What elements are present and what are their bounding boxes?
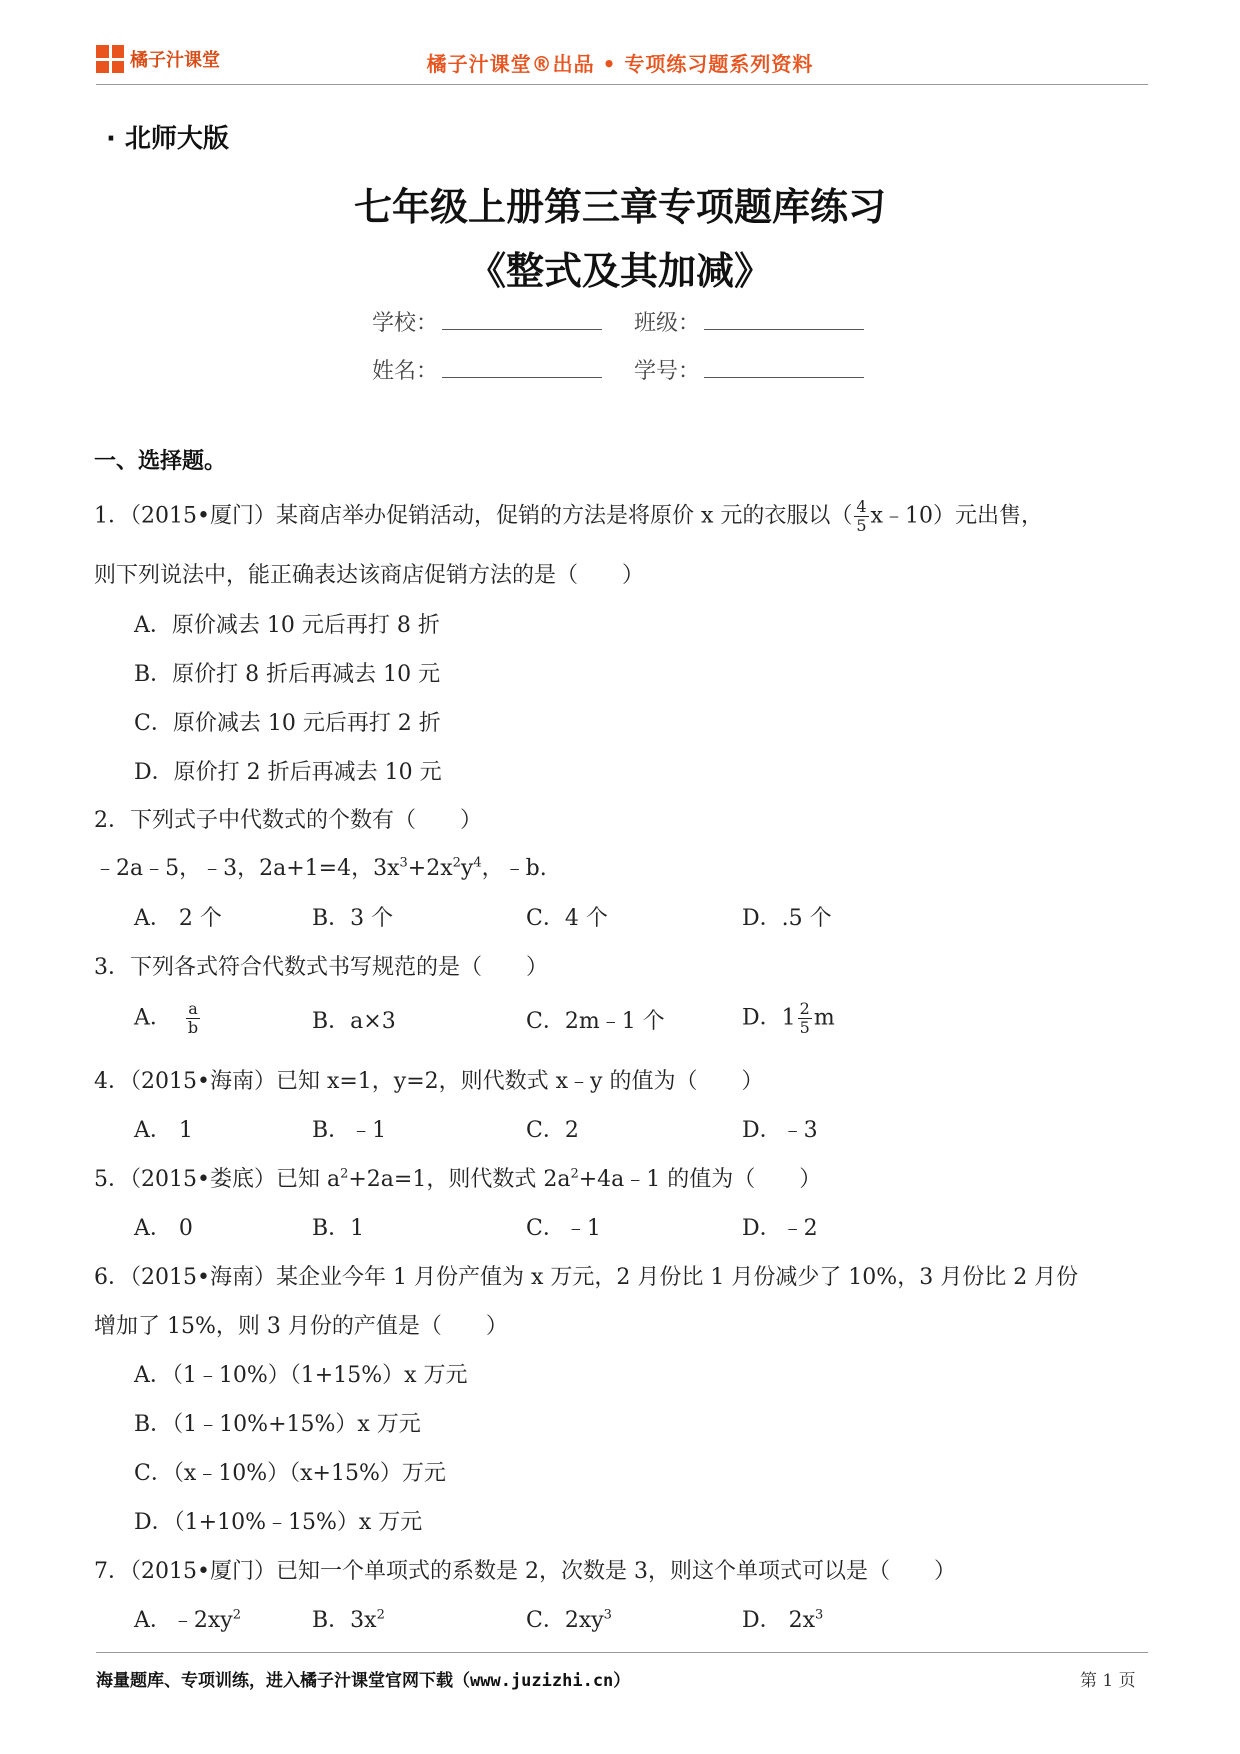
q7-option-c: C．$2xy^3$ [526,1607,612,1633]
q2-option-a: A． 2 个 [134,906,222,931]
student-no-field[interactable]: 学号： [634,354,864,385]
question-5-stem: 5．（2015•娄底）已知 $a^2+2a=1$，则代数式 $2a^2+4a﹣1$ 的值为（ ） [94,1166,822,1192]
q6-option-d: D．（1+10%﹣15%）x 万元 [134,1510,423,1535]
school-field[interactable]: 学校： [372,306,602,337]
q1-option-b: B．原价打 8 折后再减去 10 元 [134,662,441,687]
q4-option-d: D．﹣3 [742,1118,818,1143]
q6-option-c: C．（x﹣10%）（x+15%）万元 [134,1461,446,1486]
name-field[interactable]: 姓名： [372,354,602,385]
question-6-stem-line2: 增加了 15%，则 3 月份的产值是（ ） [94,1314,508,1339]
fraction: $\frac{a}{b}$ [187,999,199,1037]
q5-option-c: C．﹣1 [526,1216,601,1241]
q2-option-b: B．3 个 [312,906,394,931]
header-divider [96,84,1148,85]
q2-option-d: D．.5 个 [742,906,832,931]
page-title: 七年级上册第三章专项题库练习 [353,185,886,229]
q4-option-a: A． 1 [134,1118,193,1143]
q2-option-c: C．4 个 [526,906,608,931]
q1-option-c: C．原价减去 10 元后再打 2 折 [134,711,441,736]
section-title: 一、选择题。 [94,449,227,474]
header-title: 橘子汁课堂®出品 • 专项练习题系列资料 [426,52,814,76]
q5-option-d: D．﹣2 [742,1216,818,1241]
question-3-stem: 3．下列各式符合代数式书写规范的是（ ） [94,955,548,980]
q5-option-b: B．1 [312,1216,365,1241]
footer-promo-link[interactable]: 海量题库、专项训练，进入橘子汁课堂官网下载（www.juzizhi.cn） [96,1671,631,1691]
question-7-stem: 7．（2015•厦门）已知一个单项式的系数是 2，次数是 3，则这个单项式可以是（ ） [94,1559,956,1584]
class-field[interactable]: 班级： [634,306,864,337]
q4-option-b: B．﹣1 [312,1118,387,1143]
edition-label: · 北师大版 [106,124,229,154]
q7-option-b: B．$3x^2$ [312,1607,385,1633]
question-6-stem: 6．（2015•海南）某企业今年 1 月份产值为 x 万元，2 月份比 1 月份减少了 10%，3 月份比 2 月份 [94,1265,1079,1290]
q7-option-a: A．$﹣2xy^2$ [134,1607,242,1633]
q3-option-a: A． $\frac{a}{b}$ [134,999,199,1037]
question-4-stem: 4．（2015•海南）已知 x=1，y=2，则代数式 x﹣y 的值为（ ） [94,1069,764,1094]
q3-option-d: D．1 $\frac{2}{5}$ m [742,999,835,1037]
page-subtitle: 《整式及其加减》 [467,249,772,293]
q1-option-a: A．原价减去 10 元后再打 8 折 [134,613,440,638]
q6-option-a: A．（1﹣10%）（1+15%）x 万元 [134,1363,468,1388]
question-1-stem: 1．（2015•厦门）某商店举办促销活动，促销的方法是将原价 x 元的衣服以（ $\frac{4}{5}$ x﹣10）元出售， [94,497,1043,535]
question-1-stem-line2: 则下列说法中，能正确表达该商店促销方法的是（ ） [94,563,645,588]
question-2-stem: 2．下列式子中代数式的个数有（ ） [94,808,482,833]
question-2-expression: ﹣2a﹣5，﹣3，2a+1=4，$3x^3+2x^2y^4$，﹣b. [94,855,547,881]
q6-option-b: B．（1﹣10%+15%）x 万元 [134,1412,421,1437]
q1-option-d: D．原价打 2 折后再减去 10 元 [134,760,442,785]
q4-option-c: C．2 [526,1118,579,1143]
footer-divider [96,1652,1148,1653]
page-number: 第 1 页 [1080,1671,1136,1691]
q7-option-d: D． $2x^3$ [742,1607,824,1633]
logo-text: 橘子汁课堂 [130,50,220,71]
q3-option-c: C．2m﹣1 个 [526,1009,665,1034]
fraction: $\frac{4}{5}$ [856,497,867,535]
q3-option-b: B．a×3 [312,1009,396,1034]
q5-option-a: A． 0 [134,1216,193,1241]
fraction: $\frac{2}{5}$ [799,999,810,1037]
